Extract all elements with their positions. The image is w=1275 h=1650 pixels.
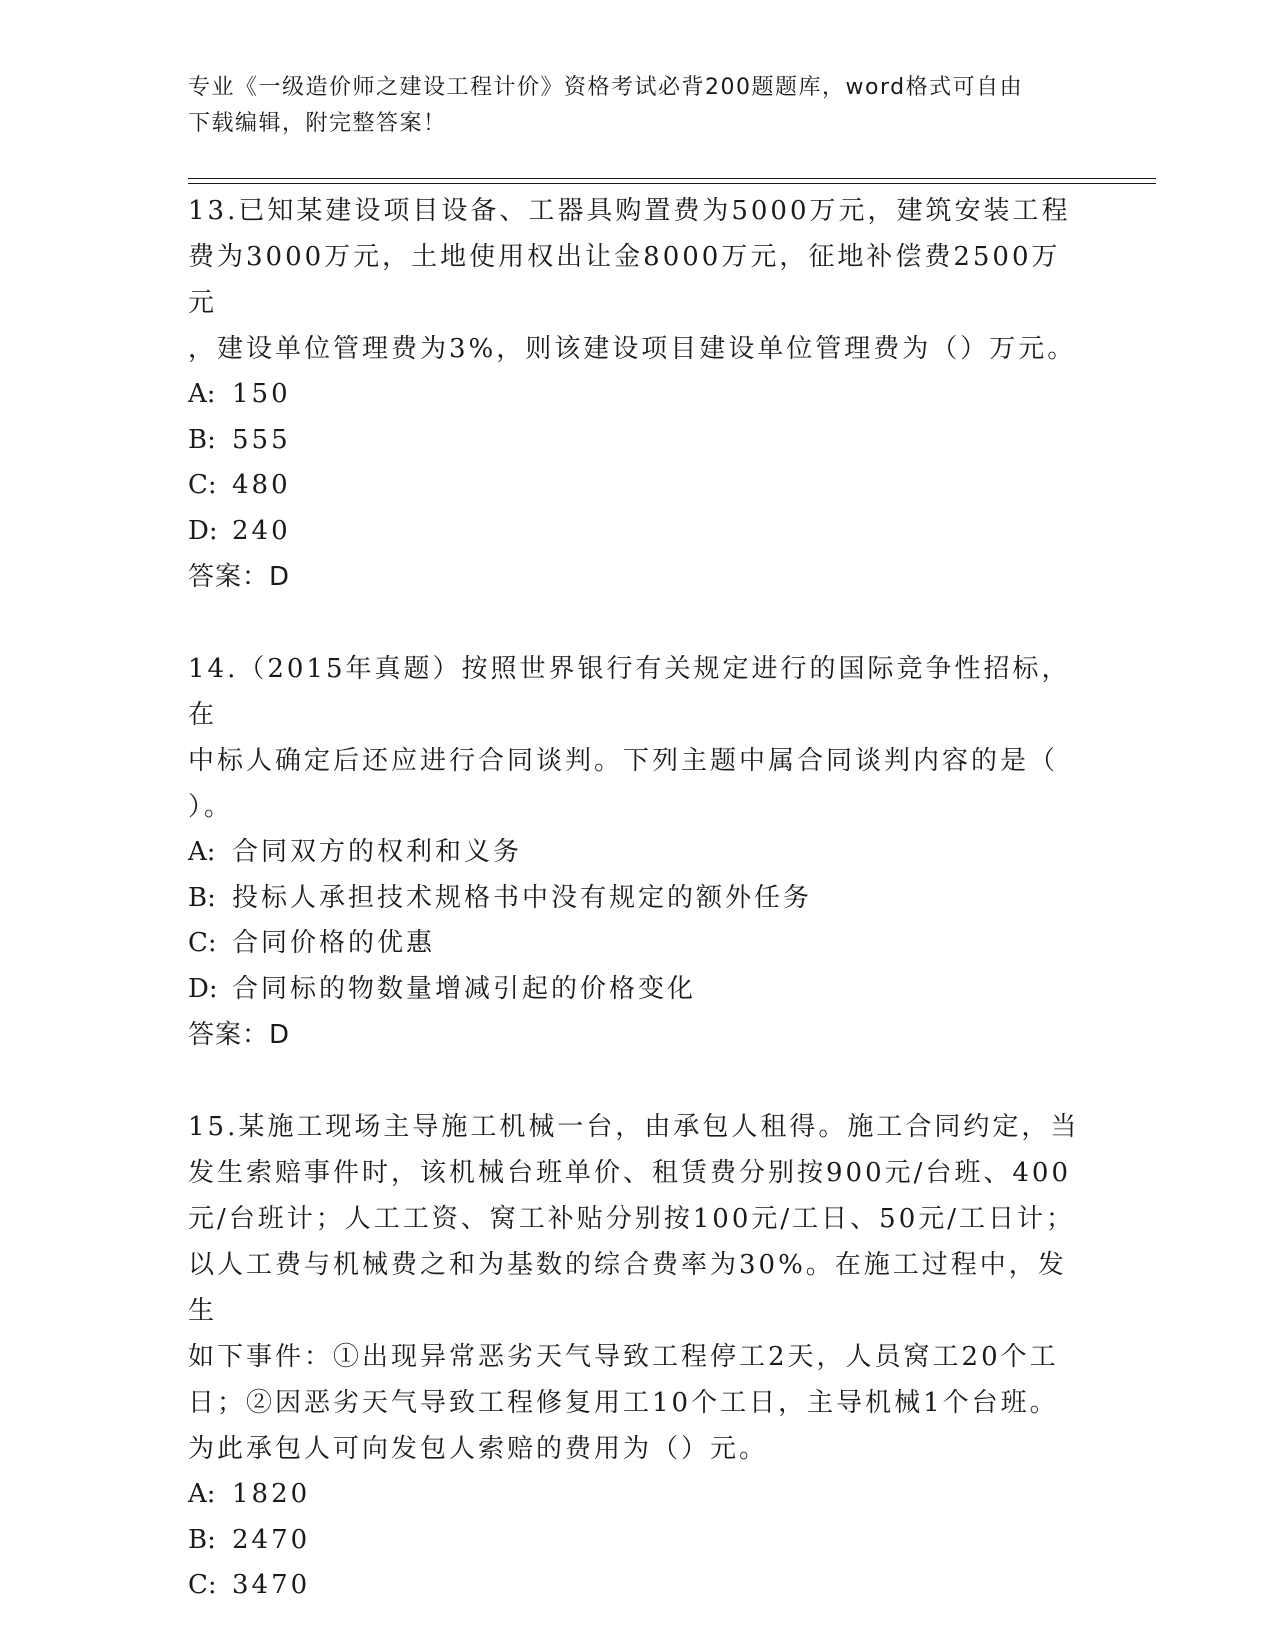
question-stem-line: ）。 xyxy=(188,792,234,822)
question-stem-line: 为此承包人可向发包人索赔的费用为（）元。 xyxy=(188,1434,769,1464)
question-stem-line: 发生索赔事件时，该机械台班单价、租赁费分别按900元/台班、400 xyxy=(188,1158,1072,1188)
option-label: B: xyxy=(188,424,216,455)
option-text: 480 xyxy=(232,470,291,500)
option-text: 555 xyxy=(232,424,291,455)
option-label: C: xyxy=(188,928,217,958)
option-b xyxy=(188,418,1088,464)
question-stem-line: 费为3000万元，土地使用权出让金8000万元，征地补偿费2500万元 xyxy=(188,242,1061,318)
answer-text: 答案：D xyxy=(188,1020,291,1050)
option-text: 2470 xyxy=(232,1524,311,1555)
option-label: C: xyxy=(188,470,217,500)
question-spacer xyxy=(188,1058,1088,1104)
option-d xyxy=(188,509,1088,555)
header-divider-top xyxy=(188,178,1156,179)
option-label: A: xyxy=(188,837,216,867)
question-15 xyxy=(188,1104,1088,1609)
question-stem-line: 以人工费与机械费之和为基数的综合费率为30%。在施工过程中，发生 xyxy=(188,1250,1067,1326)
option-text: 投标人承担技术规格书中没有规定的额外任务 xyxy=(232,882,813,913)
option-c xyxy=(188,1563,1088,1609)
option-text: 150 xyxy=(232,379,291,409)
option-text: 1820 xyxy=(232,1479,311,1509)
question-stem-line: 中标人确定后还应进行合同谈判。下列主题中属合同谈判内容的是（ xyxy=(188,746,1059,776)
question-stem-line: 元/台班计；人工工资、窝工补贴分别按100元/工日、50元/工日计； xyxy=(188,1204,1075,1234)
document-header xyxy=(188,70,1088,142)
option-a xyxy=(188,1472,1088,1518)
question-stem-line: ，建设单位管理费为3%，则该建设项目建设单位管理费为（）万元。 xyxy=(188,334,1077,364)
question-stem-line: 15.某施工现场主导施工机械一台，由承包人租得。施工合同约定，当 xyxy=(188,1112,1080,1142)
option-label: C: xyxy=(188,1570,217,1600)
header-line-1: 专业《一级造价师之建设工程计价》资格考试必背200题题库，word格式可自由 xyxy=(188,75,1024,100)
answer-text: 答案：D xyxy=(188,562,291,592)
option-c xyxy=(188,463,1088,509)
option-text: 合同价格的优惠 xyxy=(232,928,436,958)
question-stem-line: 14.（2015年真题）按照世界银行有关规定进行的国际竞争性招标，在 xyxy=(188,654,1071,730)
header-divider-bottom xyxy=(188,183,1156,184)
option-label: B: xyxy=(188,882,216,913)
option-text: 合同双方的权利和义务 xyxy=(232,837,523,867)
header-line-2: 下载编辑，附完整答案！ xyxy=(188,111,447,136)
option-text: 240 xyxy=(232,515,291,546)
option-label: B: xyxy=(188,1524,216,1555)
option-label: A: xyxy=(188,1479,216,1509)
option-label: D: xyxy=(188,515,218,546)
question-13 xyxy=(188,188,1088,600)
option-label: D: xyxy=(188,973,218,1004)
question-stem-line: 如下事件：①出现异常恶劣天气导致工程停工2天，人员窝工20个工 xyxy=(188,1342,1059,1372)
question-stem-line: 日；②因恶劣天气导致工程修复用工10个工日，主导机械1个台班。 xyxy=(188,1388,1059,1418)
option-text: 3470 xyxy=(232,1570,311,1600)
option-d xyxy=(188,967,1088,1013)
option-text: 合同标的物数量增减引起的价格变化 xyxy=(232,973,697,1004)
option-label: A: xyxy=(188,379,216,409)
question-list xyxy=(188,188,1088,1609)
option-a xyxy=(188,372,1088,418)
option-c xyxy=(188,921,1088,967)
option-b xyxy=(188,1518,1088,1564)
option-a xyxy=(188,830,1088,876)
question-stem-line: 13.已知某建设项目设备、工器具购置费为5000万元，建筑安装工程 xyxy=(188,196,1071,226)
option-b xyxy=(188,876,1088,922)
question-spacer xyxy=(188,600,1088,646)
question-14 xyxy=(188,646,1088,1058)
